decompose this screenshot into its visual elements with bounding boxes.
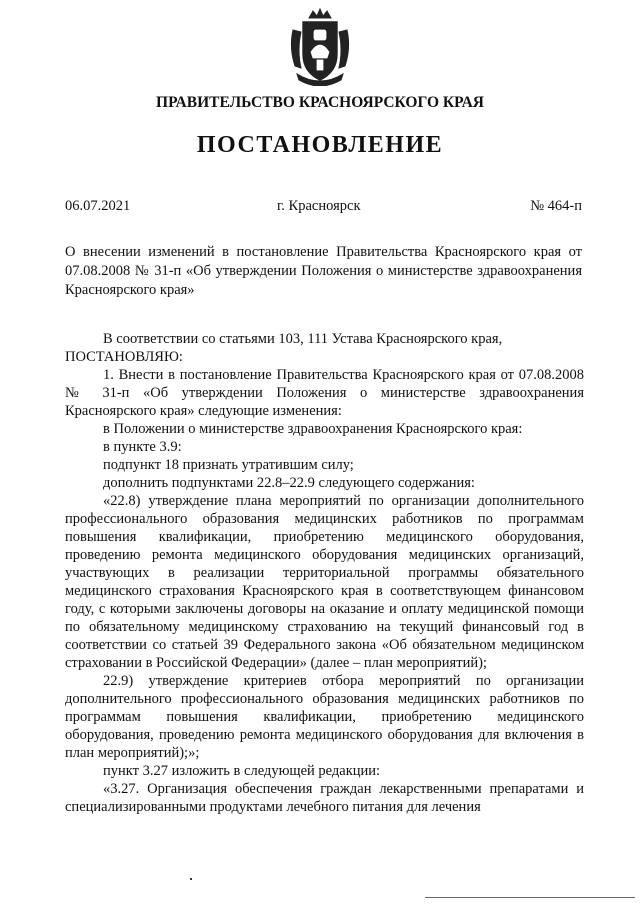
document-subject: О внесении изменений в постановление Правительства Красноярского края от 07.08.2008 № 31-п «Об утверждении Положения о министерстве здравоохранения Красноярского края»: [65, 244, 582, 298]
document-type-title: ПОСТАНОВЛЕНИЕ: [196, 132, 444, 158]
clause-3-27-paragraph: «3.27. Организация обеспечения граждан лекарственными препаратами и специализированными продуктами лечебного питания для лечения: [65, 781, 584, 815]
document-number: № 464-п: [530, 198, 582, 214]
clause-1-paragraph: 1. Внести в постановление Правительства Красноярского края от 07.08.2008 № 31-п «Об утверждении Положения о министерстве здравоохранения Красноярского края» следующие изменения:: [65, 367, 584, 419]
body-paragraph: дополнить подпунктами 22.8–22.9 следующего содержания:: [103, 475, 475, 491]
organization-title: ПРАВИТЕЛЬСТВО КРАСНОЯРСКОГО КРАЯ: [156, 94, 484, 111]
subclause-22-9-paragraph: 22.9) утверждение критериев отбора мероприятий по организации дополнительного профессионального образования медицинских работников по программам повышения квалификации, приобретению медицинского оборудования, проведению ремонта медицинского оборудования для включения в план мероприятий);»;: [65, 673, 584, 761]
krasnoyarsk-coat-of-arms-icon: [287, 8, 353, 86]
document-city: г. Красноярск: [277, 198, 361, 214]
preamble-paragraph: В соответствии со статьями 103, 111 Устава Красноярского края,: [103, 331, 503, 347]
subclause-22-8-paragraph: «22.8) утверждение плана мероприятий по организации дополнительного профессионального образования медицинских работников по программам повышения квалификации, приобретению медицинского оборудования, проведению ремонта медицинского оборудования медицинских организаций, участвующих в реализации территориальной программы обязательного медицинского страхования Красноярского края в соответствующем финансовом году, с которыми заключены договоры на оказание и оплату медицинской помощи по обязательному медицинскому страхованию на текущий финансовый год в соответствии со статьей 39 Федерального закона «Об обязательном медицинском страховании в Российской Федерации» (далее – план мероприятий);: [65, 493, 584, 671]
page-footer-line: [425, 897, 635, 898]
body-paragraph: в пункте 3.9:: [103, 439, 182, 455]
document-body: [65, 330, 584, 816]
document-date: 06.07.2021: [65, 198, 131, 214]
resolution-keyword: ПОСТАНОВЛЯЮ:: [65, 349, 183, 365]
body-paragraph: подпункт 18 признать утратившим силу;: [103, 457, 354, 473]
body-paragraph: пункт 3.27 изложить в следующей редакции:: [103, 763, 381, 779]
scan-speck: [190, 878, 192, 880]
body-paragraph: в Положении о министерстве здравоохранения Красноярского края:: [103, 421, 523, 437]
